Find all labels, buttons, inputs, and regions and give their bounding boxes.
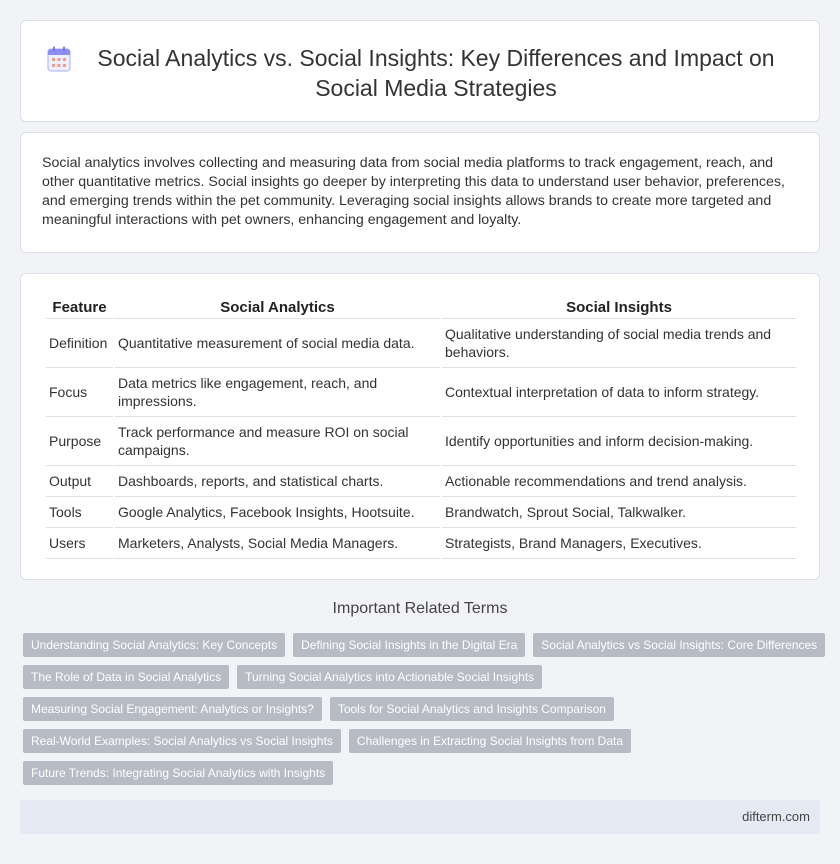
row-feature: Tools [46,497,113,528]
row-feature: Users [46,528,113,559]
row-insights: Identify opportunities and inform decision-making. [442,417,796,466]
table-row [46,528,796,559]
table-row [46,417,796,466]
related-term-link[interactable]: The Role of Data in Social Analytics [23,665,229,689]
table-row [46,368,796,417]
intro-card [20,132,820,253]
intro-paragraph: Social analytics involves collecting and measuring data from social media platforms to track engagement, reach, and other quantitative metrics. Social insights go deeper by interpreting this data to understand user behavior, preferences, and emerging trends within the pet community. Leveraging social insights allows brands to create more targeted and meaningful interactions with pet owners, enhancing engagement and loyalty. [42,155,785,228]
related-term-link[interactable]: Challenges in Extracting Social Insights from Data [349,729,631,753]
footer-site-link[interactable]: difterm.com [742,809,810,824]
row-insights: Contextual interpretation of data to inform strategy. [442,368,796,417]
table-header-row [46,298,796,319]
row-analytics: Data metrics like engagement, reach, and impressions. [115,368,440,417]
row-analytics: Quantitative measurement of social media data. [115,319,440,368]
comparison-card [20,273,820,580]
table-row [46,466,796,497]
row-feature: Focus [46,368,113,417]
related-terms-list [23,633,823,793]
related-term-link[interactable]: Social Analytics vs Social Insights: Core Differences [533,633,825,657]
row-feature: Definition [46,319,113,368]
row-feature: Purpose [46,417,113,466]
column-header-feature: Feature [46,298,113,319]
row-feature: Output [46,466,113,497]
related-terms-heading: Important Related Terms [332,600,508,617]
column-header-social-insights: Social Insights [442,298,796,319]
table-row [46,497,796,528]
row-insights: Actionable recommendations and trend analysis. [442,466,796,497]
page-title: Social Analytics vs. Social Insights: Key Differences and Impact on Social Media Strategies [97,45,775,101]
related-term-link[interactable]: Defining Social Insights in the Digital Era [293,633,525,657]
column-header-social-analytics: Social Analytics [115,298,440,319]
related-term-link[interactable]: Tools for Social Analytics and Insights Comparison [330,697,614,721]
footer [20,800,820,834]
related-term-link[interactable]: Future Trends: Integrating Social Analytics with Insights [23,761,333,785]
row-insights: Strategists, Brand Managers, Executives. [442,528,796,559]
row-analytics: Track performance and measure ROI on social campaigns. [115,417,440,466]
comparison-table [44,298,798,559]
row-analytics: Dashboards, reports, and statistical charts. [115,466,440,497]
related-term-link[interactable]: Understanding Social Analytics: Key Concepts [23,633,285,657]
row-insights: Brandwatch, Sprout Social, Talkwalker. [442,497,796,528]
table-row [46,319,796,368]
title-card [20,20,820,122]
row-analytics: Google Analytics, Facebook Insights, Hootsuite. [115,497,440,528]
row-analytics: Marketers, Analysts, Social Media Managers. [115,528,440,559]
row-insights: Qualitative understanding of social media trends and behaviors. [442,319,796,368]
related-term-link[interactable]: Real-World Examples: Social Analytics vs Social Insights [23,729,341,753]
related-term-link[interactable]: Measuring Social Engagement: Analytics or Insights? [23,697,322,721]
related-term-link[interactable]: Turning Social Analytics into Actionable Social Insights [237,665,542,689]
